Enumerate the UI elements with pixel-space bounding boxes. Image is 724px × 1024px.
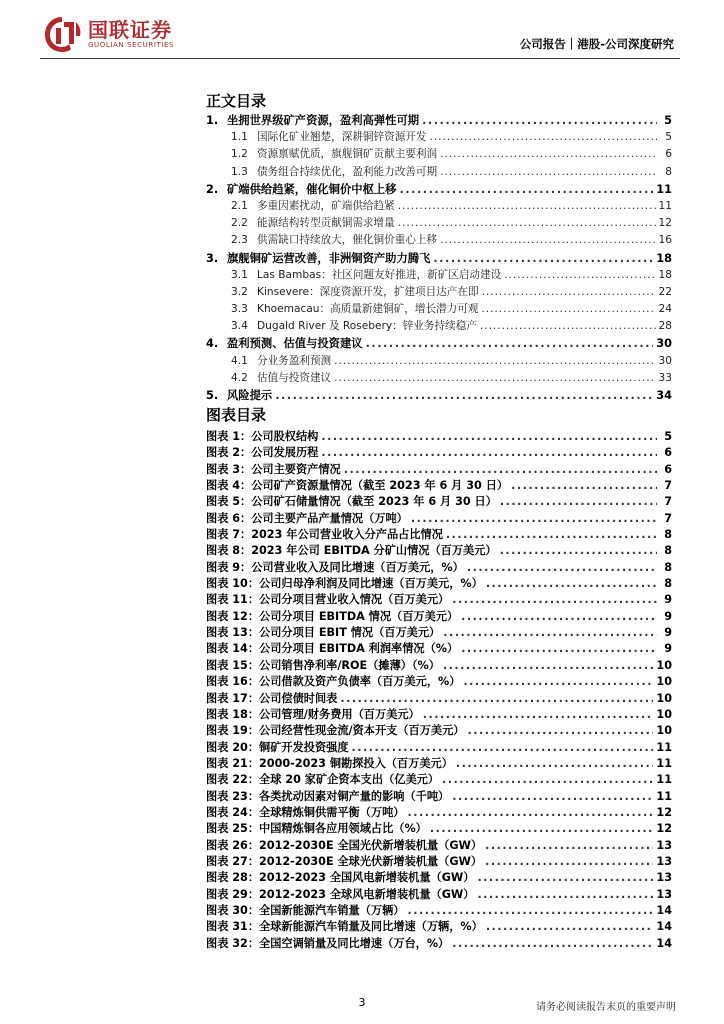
header-divider bbox=[40, 58, 680, 59]
figure-entry-leader bbox=[452, 593, 657, 606]
toc-entry[interactable] bbox=[206, 284, 672, 301]
page-header bbox=[0, 0, 724, 62]
figure-entry[interactable] bbox=[206, 461, 672, 477]
toc-entry-title: 估值与投资建议 bbox=[257, 371, 332, 384]
toc-entry[interactable] bbox=[206, 181, 672, 198]
toc-entry-leader bbox=[480, 320, 656, 332]
figure-entry-leader bbox=[486, 577, 657, 590]
toc-entry-page: 24 bbox=[658, 303, 672, 316]
figure-entry-page: 13 bbox=[656, 887, 672, 901]
toc-entry[interactable] bbox=[206, 353, 672, 370]
page-number: 3 bbox=[358, 996, 366, 1009]
figure-entry-page: 8 bbox=[664, 528, 672, 542]
figure-entry[interactable] bbox=[206, 559, 672, 575]
toc-entry-leader bbox=[398, 200, 656, 212]
toc-entry-page: 33 bbox=[658, 371, 672, 384]
toc-entry-number: 3.2 bbox=[231, 285, 248, 298]
toc-entry-title: Khoemacau：高质量新建铜矿，增长潜力可观 bbox=[257, 303, 479, 316]
toc-entry-title: 债务组合持续优化，盈利能力改善可期 bbox=[257, 165, 438, 178]
figure-entry-page: 9 bbox=[664, 609, 672, 623]
figure-entry-leader bbox=[452, 790, 653, 803]
figure-entry[interactable] bbox=[206, 804, 672, 820]
figure-entry[interactable] bbox=[206, 640, 672, 656]
figure-entry-leader bbox=[461, 610, 657, 623]
figure-entry-title: 图表 24：全球精炼铜供需平衡（万吨） bbox=[206, 805, 405, 819]
figure-entry[interactable] bbox=[206, 869, 672, 885]
figure-entry-page: 11 bbox=[656, 756, 672, 770]
toc-entry-leader bbox=[440, 166, 657, 178]
figure-entry-title: 图表 11：公司分项目营业收入情况（百万美元） bbox=[206, 593, 450, 607]
toc-entry-number: 3. bbox=[206, 251, 219, 265]
footer-disclaimer: 请务必阅读报告末页的重要声明 bbox=[536, 1002, 676, 1013]
figure-entry-leader bbox=[321, 430, 657, 443]
toc-entry-leader bbox=[482, 286, 656, 298]
figure-entry-leader bbox=[456, 757, 654, 770]
figure-entry-title: 图表 22：全球 20 家矿企资本支出（亿美元） bbox=[206, 773, 440, 787]
figure-entry-page: 11 bbox=[656, 740, 672, 754]
figure-entry-page: 6 bbox=[664, 462, 672, 476]
figure-entry[interactable] bbox=[206, 886, 672, 902]
figure-entry[interactable] bbox=[206, 624, 672, 640]
figure-entry[interactable] bbox=[206, 510, 672, 526]
figure-entry[interactable] bbox=[206, 673, 672, 689]
figure-entry-page: 13 bbox=[656, 871, 672, 885]
figure-entry-title: 图表 32：全国空调销量及同比增速（万台，%） bbox=[206, 936, 450, 950]
toc-entry-number: 4. bbox=[206, 337, 219, 351]
figure-entry-page: 12 bbox=[656, 822, 672, 836]
figure-entry-title: 图表 3：公司主要资产情况 bbox=[206, 462, 341, 476]
logo-english-name: GUOLIAN SECURITIES bbox=[88, 40, 175, 49]
figure-entry-leader bbox=[486, 920, 654, 933]
toc-entry-title: 分业务盈利预测 bbox=[257, 354, 332, 367]
figure-entry-title: 图表 16：公司借款及资产负债率（百万美元，%） bbox=[206, 675, 461, 689]
figure-entry-title: 图表 4：公司矿产资源量情况（截至 2023 年 6 月 30 日） bbox=[206, 479, 509, 493]
figure-entry-leader bbox=[442, 773, 653, 786]
company-logo bbox=[40, 14, 174, 54]
figure-entry-page: 8 bbox=[664, 577, 672, 591]
toc-entry-number: 2.2 bbox=[231, 217, 248, 230]
toc-entry-title: 资源禀赋优质，旗舰铜矿贡献主要利润 bbox=[257, 148, 438, 161]
figure-entry-page: 7 bbox=[664, 511, 672, 525]
figure-entry-leader bbox=[452, 937, 653, 950]
figure-entry-page: 8 bbox=[664, 560, 672, 574]
toc-entry-number: 5. bbox=[206, 389, 219, 402]
figure-entry-page: 10 bbox=[656, 707, 672, 721]
figure-entry-page: 10 bbox=[656, 658, 672, 672]
toc-entry[interactable] bbox=[206, 267, 672, 284]
logo-chinese-name: 国联证券 bbox=[88, 17, 172, 42]
figure-entry[interactable] bbox=[206, 542, 672, 558]
figure-entry-page: 8 bbox=[664, 544, 672, 558]
figure-entry-page: 7 bbox=[664, 495, 672, 509]
toc-entry-number: 1.3 bbox=[231, 165, 248, 178]
figure-entry-page: 6 bbox=[664, 446, 672, 460]
toc-entry-title: Kinsevere：深度资源开发，扩建项目达产在即 bbox=[257, 285, 479, 298]
figure-entry[interactable] bbox=[206, 444, 672, 460]
figure-entry-leader bbox=[321, 446, 657, 459]
toc-entry-page: 18 bbox=[658, 268, 672, 281]
figure-entry-page: 14 bbox=[656, 903, 672, 917]
toc-entry[interactable] bbox=[206, 129, 672, 146]
figure-entry-title: 图表 12：公司分项目 EBITDA 情况（百万美元） bbox=[206, 609, 459, 623]
toc-entry-number: 3.3 bbox=[231, 303, 248, 316]
figure-entry[interactable] bbox=[206, 820, 672, 836]
figure-entry-title: 图表 17：公司偿债时间表 bbox=[206, 691, 338, 705]
toc-entry-title: 旗舰铜矿运营改善，非洲铜资产助力腾飞 bbox=[227, 251, 431, 265]
figure-entry-page: 9 bbox=[664, 642, 672, 656]
toc-entry-leader bbox=[334, 372, 655, 384]
toc-entry[interactable] bbox=[206, 318, 672, 335]
toc-entry-page: 16 bbox=[658, 234, 672, 247]
logo-text bbox=[88, 19, 174, 50]
toc-entry[interactable] bbox=[206, 146, 672, 163]
figure-entry[interactable] bbox=[206, 657, 672, 673]
figure-entry-title: 图表 20：铜矿开发投资强度 bbox=[206, 740, 349, 754]
toc-entry-number: 1. bbox=[206, 114, 219, 127]
figures-list bbox=[206, 428, 672, 951]
figure-entry-page: 13 bbox=[656, 838, 672, 852]
toc-entry-page: 18 bbox=[656, 251, 672, 265]
figure-entry[interactable] bbox=[206, 837, 672, 853]
figure-entry[interactable] bbox=[206, 771, 672, 787]
figure-entry-leader bbox=[344, 463, 657, 476]
toc-entry-leader bbox=[430, 131, 658, 143]
figure-entry-page: 9 bbox=[664, 593, 672, 607]
toc-entry-title: 坐拥世界级矿产资源，盈利高弹性可期 bbox=[227, 114, 420, 127]
figure-entry-title: 图表 14：公司分项目 EBITDA 利润率情况（%） bbox=[206, 642, 459, 656]
figure-entry[interactable] bbox=[206, 477, 672, 493]
toc-entry-leader bbox=[440, 148, 657, 160]
toc-entry-leader bbox=[398, 217, 656, 229]
toc-entry[interactable] bbox=[206, 215, 672, 232]
toc-list bbox=[206, 112, 672, 404]
toc-entry-leader bbox=[366, 337, 654, 350]
figure-entry-title: 图表 28：2012-2023 全国风电新增装机量（GW） bbox=[206, 871, 475, 885]
toc-entry-page: 11 bbox=[658, 199, 672, 212]
toc-entry-leader bbox=[422, 114, 657, 127]
toc-entry-title: Las Bambas：社区问题友好推进，新矿区启动建设 bbox=[257, 268, 502, 281]
toc-entry-title: 矿端供给趋紧，催化铜价中枢上移 bbox=[227, 182, 397, 196]
figure-entry-title: 图表 6：公司主要产品产量情况（万吨） bbox=[206, 511, 408, 525]
toc-entry-number: 4.2 bbox=[231, 371, 248, 384]
report-type: 公司报告｜港股-公司深度研究 bbox=[519, 37, 674, 51]
toc-entry[interactable] bbox=[206, 164, 672, 181]
toc-entry-page: 30 bbox=[658, 354, 672, 367]
figure-entry[interactable] bbox=[206, 608, 672, 624]
figure-entry-leader bbox=[407, 904, 653, 917]
toc-entry-number: 4.1 bbox=[231, 354, 248, 367]
figure-entry-title: 图表 31：全球新能源汽车销量及同比增速（万辆，%） bbox=[206, 920, 483, 934]
figure-entry-title: 图表 1：公司股权结构 bbox=[206, 430, 319, 443]
toc-entry-title: 供需缺口持续放大，催化铜价重心上移 bbox=[257, 234, 438, 247]
toc-entry-leader bbox=[334, 355, 655, 367]
figure-entry-title: 图表 21：2000-2023 铜勘探投入（百万美元） bbox=[206, 756, 453, 770]
figure-entry-leader bbox=[446, 528, 657, 541]
toc-entry-page: 22 bbox=[658, 285, 672, 298]
toc-entry-number: 1.1 bbox=[231, 131, 248, 144]
figure-entry-title: 图表 26：2012-2030E 全国光伏新增装机量（GW） bbox=[206, 838, 483, 852]
figure-entry-leader bbox=[461, 642, 657, 655]
toc-entry-page: 6 bbox=[665, 148, 672, 161]
figure-entry-leader bbox=[500, 495, 657, 508]
figure-entry-title: 图表 13：公司分项目 EBIT 情况（百万美元） bbox=[206, 626, 441, 640]
figures-title: 图表目录 bbox=[206, 406, 267, 424]
figure-entry[interactable] bbox=[206, 788, 672, 804]
figure-entry-title: 图表 29：2012-2023 全球风电新增装机量（GW） bbox=[206, 887, 475, 901]
figure-entry-page: 10 bbox=[656, 691, 672, 705]
figure-entry-title: 图表 8：2023 年公司 EBITDA 分矿山情况（百万美元） bbox=[206, 544, 497, 558]
figure-entry-page: 7 bbox=[664, 479, 672, 493]
figure-entry-leader bbox=[467, 561, 657, 574]
figure-entry-title: 图表 9：公司营业收入及同比增速（百万美元，%） bbox=[206, 560, 464, 574]
toc-entry-number: 2. bbox=[206, 182, 219, 196]
toc-entry-number: 3.1 bbox=[231, 268, 248, 281]
figure-entry-leader bbox=[463, 675, 653, 688]
toc-entry-page: 11 bbox=[656, 182, 672, 196]
figure-entry-title: 图表 5：公司矿石储量情况（截至 2023 年 6 月 30 日） bbox=[206, 495, 497, 509]
figure-entry-title: 图表 19：公司经营性现金流/资本开支（百万美元） bbox=[206, 724, 465, 738]
figure-entry[interactable] bbox=[206, 722, 672, 738]
figure-entry[interactable] bbox=[206, 902, 672, 918]
figure-entry-page: 11 bbox=[656, 773, 672, 787]
figure-entry-leader bbox=[430, 822, 654, 835]
toc-entry-page: 28 bbox=[658, 320, 672, 333]
figure-entry-leader bbox=[340, 692, 653, 705]
figure-entry-page: 5 bbox=[664, 430, 672, 443]
figure-entry[interactable] bbox=[206, 591, 672, 607]
toc-entry-page: 30 bbox=[656, 337, 672, 351]
figure-entry-leader bbox=[477, 888, 653, 901]
figure-entry-leader bbox=[468, 724, 654, 737]
figure-entry[interactable] bbox=[206, 853, 672, 869]
figure-entry[interactable] bbox=[206, 493, 672, 509]
figure-entry-page: 10 bbox=[656, 724, 672, 738]
toc-entry-title: 多重因素扰动，矿端供给趋紧 bbox=[257, 199, 395, 212]
toc-title: 正文目录 bbox=[206, 92, 267, 110]
figure-entry-title: 图表 18：公司管理/财务费用（百万美元） bbox=[206, 707, 420, 721]
figure-entry[interactable] bbox=[206, 755, 672, 771]
figure-entry-leader bbox=[411, 512, 657, 525]
toc-entry-page: 5 bbox=[664, 114, 672, 127]
figure-entry[interactable] bbox=[206, 935, 672, 951]
toc-entry[interactable] bbox=[206, 301, 672, 318]
toc-entry[interactable] bbox=[206, 335, 672, 352]
figure-entry[interactable] bbox=[206, 739, 672, 755]
figure-entry-page: 11 bbox=[656, 789, 672, 803]
toc-entry-leader bbox=[504, 269, 655, 281]
figure-entry-title: 图表 25：中国精炼铜各应用领域占比（%） bbox=[206, 822, 427, 836]
figure-entry[interactable] bbox=[206, 690, 672, 706]
figure-entry-leader bbox=[352, 741, 654, 754]
figure-entry-page: 12 bbox=[656, 805, 672, 819]
toc-entry-leader bbox=[481, 303, 655, 315]
figure-entry-title: 图表 15：公司销售净利率/ROE（摊薄）（%） bbox=[206, 658, 440, 672]
toc-entry-title: 盈利预测、估值与投资建议 bbox=[227, 337, 363, 351]
figure-entry-leader bbox=[511, 479, 657, 492]
figure-entry-page: 10 bbox=[656, 675, 672, 689]
toc-entry[interactable] bbox=[206, 232, 672, 249]
toc-entry-leader bbox=[399, 183, 653, 196]
toc-entry[interactable] bbox=[206, 112, 672, 129]
figure-entry-leader bbox=[477, 871, 653, 884]
toc-entry-number: 2.3 bbox=[231, 234, 248, 247]
figure-entry[interactable] bbox=[206, 526, 672, 542]
toc-entry-number: 2.1 bbox=[231, 199, 248, 212]
toc-entry-title: 风险提示 bbox=[227, 389, 273, 402]
toc-entry-leader bbox=[275, 389, 653, 402]
figure-entry-leader bbox=[443, 659, 653, 672]
toc-entry[interactable] bbox=[206, 250, 672, 267]
toc-entry[interactable] bbox=[206, 370, 672, 387]
figure-entry-page: 9 bbox=[664, 626, 672, 640]
figure-entry-leader bbox=[485, 839, 653, 852]
figure-entry-title: 图表 27：2012-2030E 全球光伏新增装机量（GW） bbox=[206, 854, 483, 868]
toc-entry-title: 国际化矿业翘楚，深耕铜锌资源开发 bbox=[257, 131, 427, 144]
toc-entry[interactable] bbox=[206, 387, 672, 404]
toc-entry-page: 8 bbox=[665, 165, 672, 178]
figure-entry[interactable] bbox=[206, 575, 672, 591]
figure-entry-leader bbox=[500, 544, 657, 557]
toc-entry-title: 能源结构转型贡献铜需求增量 bbox=[257, 217, 395, 230]
figure-entry-leader bbox=[423, 708, 654, 721]
figure-entry-title: 图表 23：各类扰动因素对铜产量的影响（千吨） bbox=[206, 789, 450, 803]
toc-entry-page: 34 bbox=[656, 389, 672, 402]
figure-entry-title: 图表 2：公司发展历程 bbox=[206, 446, 319, 460]
toc-entry-title: Dugald River 及 Rosebery：锌业务持续稳产 bbox=[257, 320, 477, 333]
figure-entry-page: 14 bbox=[656, 936, 672, 950]
figure-entry-leader bbox=[407, 806, 653, 819]
figure-entry-title: 图表 10：公司归母净利润及同比增速（百万美元，%） bbox=[206, 577, 483, 591]
figure-entry[interactable] bbox=[206, 918, 672, 934]
figure-entry[interactable] bbox=[206, 706, 672, 722]
figure-entry[interactable] bbox=[206, 428, 672, 444]
toc-entry[interactable] bbox=[206, 198, 672, 215]
figure-entry-title: 图表 7：2023 年公司营业收入分产品占比情况 bbox=[206, 528, 443, 542]
toc-entry-number: 1.2 bbox=[231, 148, 248, 161]
figure-entry-leader bbox=[485, 855, 653, 868]
toc-entry-page: 12 bbox=[658, 217, 672, 230]
toc-entry-page: 5 bbox=[665, 131, 672, 144]
toc-entry-number: 3.4 bbox=[231, 320, 248, 333]
toc-entry-leader bbox=[433, 252, 653, 265]
guolian-logo-icon bbox=[40, 14, 84, 54]
toc-entry-leader bbox=[440, 234, 655, 246]
figure-entry-leader bbox=[443, 626, 657, 639]
figure-entry-title: 图表 30：全国新能源汽车销量（万辆） bbox=[206, 903, 405, 917]
figure-entry-page: 14 bbox=[656, 920, 672, 934]
figure-entry-page: 13 bbox=[656, 854, 672, 868]
